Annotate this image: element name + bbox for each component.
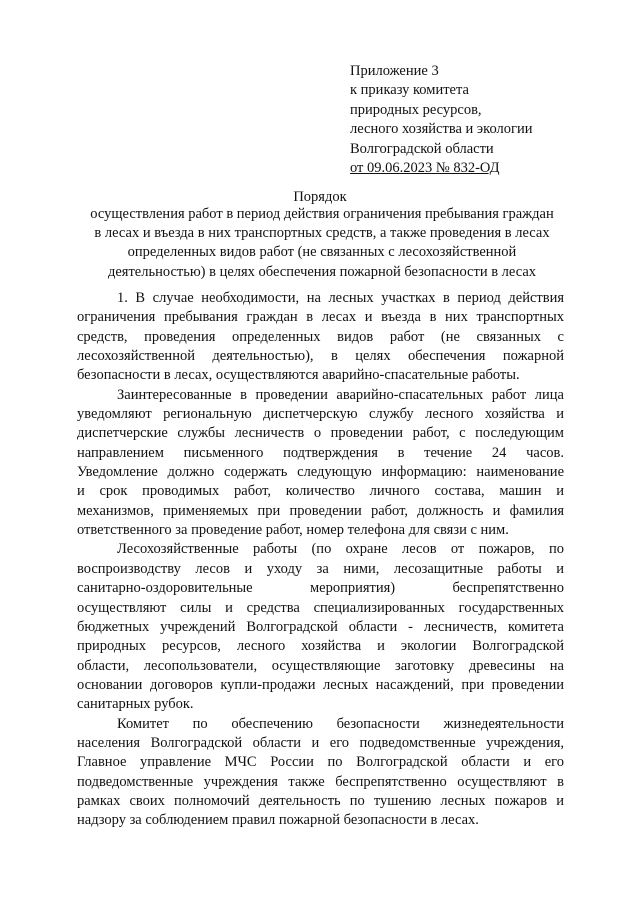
body-line: населения Волгоградской области и его подведомственные учреждения, <box>77 734 564 751</box>
appendix-line-3: природных ресурсов, <box>350 101 482 118</box>
subtitle-line: деятельностью) в целях обеспечения пожарной безопасности в лесах <box>107 263 537 280</box>
body-line: ответственного за проведение работ, номер телефона для связи с ним. <box>77 522 509 539</box>
body-line: средств, проведения определенных видов работ (не связанных с <box>77 328 564 345</box>
body-line: рамках своих полномочий деятельность по тушению лесных пожаров и <box>77 792 564 809</box>
body-line: осуществляют силы и средства специализированных государственных <box>77 599 564 616</box>
body-line: подведомственные учреждения также беспрепятственно осуществляют в <box>77 773 564 790</box>
document-title: Порядок <box>293 189 347 205</box>
body-line: безопасности в лесах, осуществляются аварийно-спасательные работы. <box>77 367 520 384</box>
body-line: природных ресурсов, лесного хозяйства и экологии Волгоградской <box>77 638 564 655</box>
body-line: бюджетных учреждений Волгоградской области - лесничеств, комитета <box>77 618 564 635</box>
body-line: Заинтересованные в проведении аварийно-спасательных работ лица <box>117 386 564 403</box>
body-line: надзору за соблюдением правил пожарной безопасности в лесах. <box>77 812 479 829</box>
body-line: санитарных рубок. <box>77 696 194 713</box>
body-line: диспетчерские службы лесничеств о проведении работ, с последующим <box>77 425 564 442</box>
body-line: Уведомление должно содержать следующую информацию: наименование <box>77 464 564 481</box>
body-line: основании договоров купли-продажи лесных насаждений, при проведении <box>77 676 564 693</box>
body-line: Комитет по обеспечению безопасности жизнедеятельности <box>117 715 564 732</box>
document-subtitle <box>60 205 584 282</box>
body-line: воспроизводству лесов и уходу за ними, лесозащитные работы и <box>77 560 564 577</box>
body-line: 1. В случае необходимости, на лесных участках в период действия <box>117 290 564 306</box>
body-line: области, лесопользователи, осуществляющие заготовку древесины на <box>77 657 564 674</box>
appendix-line-2: к приказу комитета <box>350 82 469 99</box>
subtitle-line: осуществления работ в период действия ограничения пребывания граждан <box>90 206 554 222</box>
appendix-order-date-number: от 09.06.2023 № 832-ОД <box>350 160 500 177</box>
body-line: уведомляют региональную диспетчерскую службу лесного хозяйства и <box>77 406 564 423</box>
appendix-line-5: Волгоградской области <box>350 140 494 157</box>
body-line: Лесохозяйственные работы (по охране лесов от пожаров, по <box>117 541 564 558</box>
body-line: лесохозяйственной деятельностью), в целях обеспечения пожарной <box>77 348 564 365</box>
body-line: санитарно-оздоровительные мероприятия) беспрепятственно <box>77 580 564 597</box>
subtitle-line: определенных видов работ (не связанных с лесохозяйственной <box>127 244 517 261</box>
appendix-block <box>350 62 532 178</box>
appendix-line-1: Приложение 3 <box>350 63 439 79</box>
body-line: механизмов, применяемых при проведении работ, должность и фамилия <box>77 502 564 519</box>
appendix-line-4: лесного хозяйства и экологии <box>350 121 533 138</box>
body-line: направлением письменного подтверждения в течение 24 часов. <box>77 444 564 461</box>
body-line: ограничения пребывания граждан в лесах и въезда в них транспортных <box>77 309 564 326</box>
body-line: Главное управление МЧС России по Волгоградской области и его <box>77 754 564 771</box>
document-body <box>77 289 564 831</box>
body-line: и срок проводимых работ, количество личного состава, машин и <box>77 483 564 500</box>
subtitle-line: в лесах и въезда в них транспортных средств, а также проведения в лесах <box>94 225 550 242</box>
